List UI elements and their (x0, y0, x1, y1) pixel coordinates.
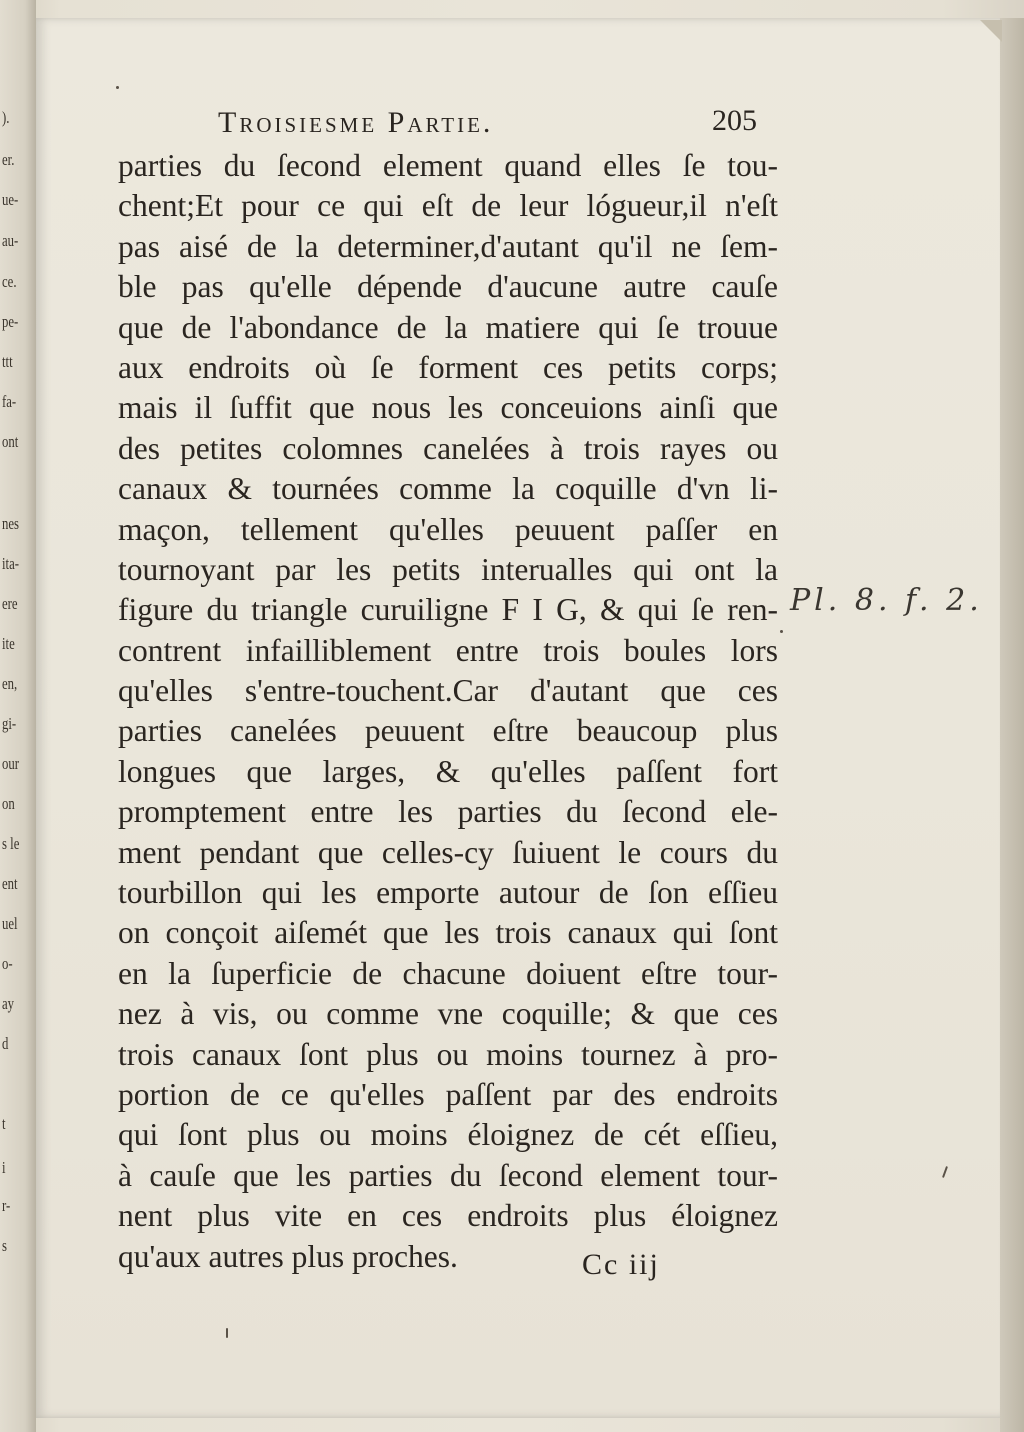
body-text (118, 146, 778, 1277)
facing-fragment: ont (2, 432, 19, 451)
facing-fragment: our (2, 754, 20, 773)
page-number: 205 (712, 104, 757, 137)
paper-speck (226, 1328, 228, 1338)
text-line: pas aisé de la determiner,d'autant qu'il ne ſem- (118, 228, 778, 264)
facing-fragment: fa- (2, 392, 17, 411)
facing-fragment: pe- (2, 312, 19, 331)
facing-fragment: s le (2, 834, 20, 853)
page-right-edge (1000, 18, 1024, 1432)
facing-fragment: nes (2, 514, 20, 533)
text-line: à cauſe que les parties du ſecond element tour- (118, 1157, 778, 1193)
text-line: qui ſont plus ou moins éloignez de cét eſſieu, (118, 1117, 778, 1153)
facing-fragment: i (2, 1158, 6, 1177)
text-line: mais il ſuffit que nous les conceuions ainſi que (118, 390, 778, 426)
text-line: maçon, tellement qu'elles peuuent paſſer en (118, 511, 778, 547)
text-line: nent plus vite en ces endroits plus éloignez (118, 1198, 778, 1234)
page-corner-fold (980, 20, 1002, 42)
facing-fragment: ere (2, 594, 18, 613)
text-line: portion de ce qu'elles paſſent par des endroits (118, 1076, 778, 1112)
facing-fragment: ite (2, 634, 15, 653)
text-line: canaux & tournées comme la coquille d'vn li- (118, 471, 778, 507)
facing-fragment: ita- (2, 554, 19, 573)
text-line: des petites colomnes canelées à trois rayes ou (118, 430, 778, 466)
text-line: parties du ſecond element quand elles ſe tou- (118, 148, 778, 183)
text-line: on conçoit aiſemét que les trois canaux qui ſont (118, 915, 778, 951)
text-line: en la ſuperficie de chacune doiuent eſtre tour- (118, 955, 778, 991)
text-line: ble pas qu'elle dépende d'aucune autre cauſe (118, 269, 778, 305)
facing-fragment: ). (2, 108, 10, 127)
paper-speck (116, 86, 119, 89)
facing-fragment: r- (2, 1196, 11, 1215)
text-line: trois canaux ſont plus ou moins tournez à pro- (118, 1036, 778, 1072)
text-line: longues que larges, & qu'elles paſſent fort (118, 753, 778, 789)
facing-fragment: ue- (2, 190, 19, 209)
facing-fragment: gi- (2, 714, 17, 733)
facing-fragment: au- (2, 231, 19, 250)
facing-fragment: o- (2, 954, 13, 973)
text-line: tourbillon qui les emporte autour de ſon eſſieu (118, 875, 778, 911)
facing-fragment: ce. (2, 272, 17, 291)
text-line: nez à vis, ou comme vne coquille; & que ces (118, 996, 778, 1032)
text-line: que de l'abondance de la matiere qui ſe trouue (118, 309, 778, 345)
facing-fragment: en, (2, 674, 18, 693)
text-line: chent;Et pour ce qui eſt de leur lógueur,il n'eſt (118, 188, 778, 224)
facing-fragment: d (2, 1034, 9, 1053)
text-line: aux endroits où ſe forment ces petits corps; (118, 349, 778, 385)
facing-fragment: ent (2, 874, 18, 893)
text-line: parties canelées peuuent eſtre beaucoup plus (118, 713, 778, 749)
text-line: promptement entre les parties du ſecond ele- (118, 794, 778, 830)
signature-mark: Cc iij (582, 1248, 660, 1281)
facing-fragment: uel (2, 914, 18, 933)
text-line: figure du triangle curuiligne F I G, & qui ſe ren- (118, 592, 778, 628)
text-line: contrent infailliblement entre trois boules lors (118, 632, 778, 668)
text-line: qu'elles s'entre-touchent.Car d'autant que ces (118, 673, 778, 709)
paper-speck (780, 630, 783, 633)
facing-fragment: er. (2, 150, 15, 169)
facing-page-edge (0, 0, 36, 1432)
facing-fragment: ay (2, 994, 15, 1013)
running-head: Troisiesme Partie. (218, 106, 494, 139)
text-line: tournoyant par les petits interualles qui ont la (118, 551, 778, 587)
facing-fragment: ttt (2, 352, 13, 371)
text-line: ment pendant que celles-cy ſuiuent le cours du (118, 834, 778, 870)
text-line: qu'aux autres plus proches. (118, 1238, 458, 1274)
facing-fragment: s (2, 1236, 7, 1255)
facing-fragment: on (2, 794, 15, 813)
facing-fragment: t (2, 1114, 6, 1133)
handwritten-margin-note: Pl. 8. f. 2. (790, 583, 983, 618)
